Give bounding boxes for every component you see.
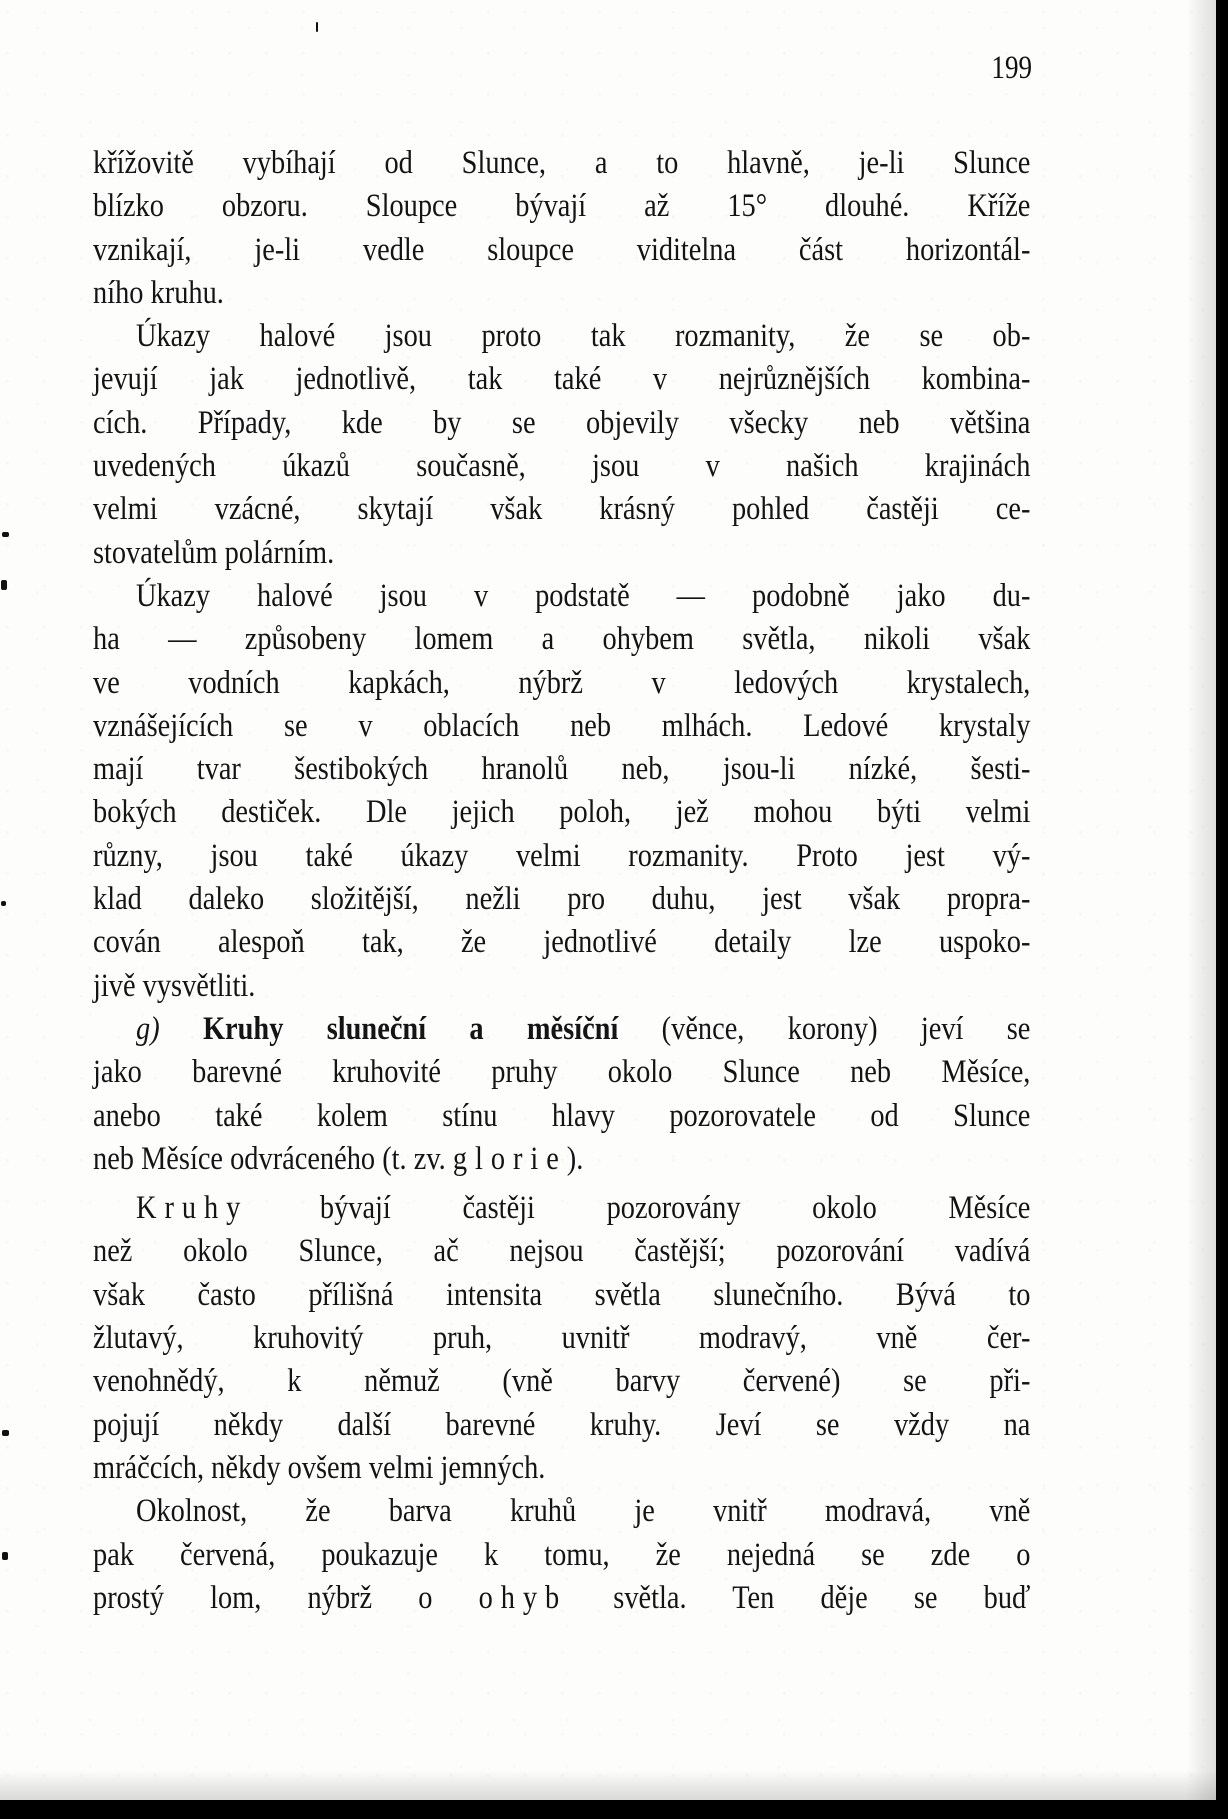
- text-line: však často přílišná intensita světla slunečního. Bývá to: [93, 1276, 1031, 1313]
- scan-mark: [2, 1552, 8, 1560]
- paragraph: [93, 1187, 1031, 1490]
- text-line: Okolnost, že barva kruhů je vnitř modravá, vně: [136, 1493, 1031, 1530]
- text-line: ního kruhu.: [93, 274, 224, 311]
- paragraph: [93, 575, 1031, 1008]
- paragraph: [93, 142, 1031, 315]
- text-line: [93, 1577, 1030, 1620]
- scan-mark: [1, 901, 6, 906]
- text-line: pak červená, poukazuje k tomu, že nejedná se zde o: [93, 1536, 1031, 1573]
- text-line: vznikají, je-li vedle sloupce viditelna část horizontál-: [93, 231, 1031, 268]
- scan-mark: [316, 22, 318, 32]
- text-line: mají tvar šestibokých hranolů neb, jsou-li nízké, šesti-: [93, 751, 1031, 788]
- text-line: blízko obzoru. Sloupce bývají až 15° dlouhé. Kříže: [93, 188, 1031, 225]
- emphasized-term: ohyb: [478, 1579, 568, 1616]
- text-line: cích. Případy, kde by se objevily všecky neb většina: [93, 404, 1031, 441]
- text-line: stovatelům polárním.: [93, 534, 335, 571]
- paragraph: [93, 1490, 1031, 1620]
- text-line: anebo také kolem stínu hlavy pozorovatele od Slunce: [93, 1097, 1031, 1134]
- text-line: vznášejících se v oblacích neb mlhách. Ledové krystaly: [93, 707, 1031, 744]
- text-line: pojují někdy další barevné kruhy. Jeví se vždy na: [93, 1406, 1031, 1443]
- text-line: Úkazy halové jsou proto tak rozmanity, že se ob-: [136, 318, 1031, 355]
- emphasized-term: glorie: [452, 1140, 567, 1177]
- text-line: klad daleko složitější, nežli pro duhu, jest však propra-: [93, 881, 1031, 918]
- text-line: různy, jsou také úkazy velmi rozmanity. Proto jest vý-: [93, 837, 1031, 874]
- text-run: prostý lom, nýbrž o: [93, 1579, 479, 1616]
- scan-mark: [2, 532, 9, 537]
- text-run: (věnce, korony) jeví se: [618, 1010, 1031, 1047]
- text-line: žlutavý, kruhovitý pruh, uvnitř modravý, vně čer-: [93, 1320, 1031, 1357]
- section-marker: g): [136, 1010, 160, 1047]
- text-run: neb Měsíce odvráceného (t. zv.: [93, 1140, 453, 1177]
- section-heading: Kruhy sluneční a měsíční: [202, 1010, 619, 1047]
- text-run: bývají častěji pozorovány okolo Měsíce: [248, 1190, 1031, 1227]
- text-line: jevují jak jednotlivě, tak také v nejrůznějších kombina-: [93, 361, 1031, 398]
- scan-mark: [1, 580, 7, 590]
- page-number: 199: [991, 50, 1032, 86]
- text-line: ve vodních kapkách, nýbrž v ledových krystalech,: [93, 664, 1031, 701]
- text-line: venohnědý, k němuž (vně barvy červené) se při-: [93, 1363, 1031, 1400]
- scan-mark: [2, 1430, 9, 1436]
- text-line: bokých destiček. Dle jejich poloh, jež mohou býti velmi: [93, 794, 1031, 831]
- text-run: světla. Ten děje se buď: [567, 1579, 1031, 1616]
- text-line: uvedených úkazů současně, jsou v našich krajinách: [93, 448, 1031, 485]
- text-line: jivě vysvětliti.: [93, 967, 256, 1004]
- text-line: než okolo Slunce, ač nejsou častější; pozorování vadívá: [93, 1233, 1031, 1270]
- emphasized-term: Kruhy: [136, 1190, 249, 1227]
- text-line: [93, 1138, 1030, 1181]
- body-text: [93, 142, 1031, 1620]
- paragraph-section-g: [93, 1008, 1031, 1181]
- text-line: velmi vzácné, skytají však krásný pohled častěji ce-: [93, 491, 1031, 528]
- text-line: [93, 1187, 1030, 1230]
- text-run: ).: [566, 1140, 584, 1177]
- paragraph: [93, 315, 1031, 575]
- text-line: mráčcích, někdy ovšem velmi jemných.: [93, 1449, 546, 1486]
- text-line: křížovitě vybíhají od Slunce, a to hlavně, je-li Slunce: [93, 145, 1031, 181]
- text-line: Úkazy halové jsou v podstatě — podobně jako du-: [136, 577, 1031, 614]
- text-line: jako barevné kruhovité pruhy okolo Slunce neb Měsíce,: [93, 1054, 1031, 1091]
- text-line: ha — způsobeny lomem a ohybem světla, nikoli však: [93, 621, 1031, 658]
- text-line: [93, 1008, 1030, 1051]
- text-line: cován alespoň tak, že jednotlivé detaily lze uspoko-: [93, 924, 1031, 961]
